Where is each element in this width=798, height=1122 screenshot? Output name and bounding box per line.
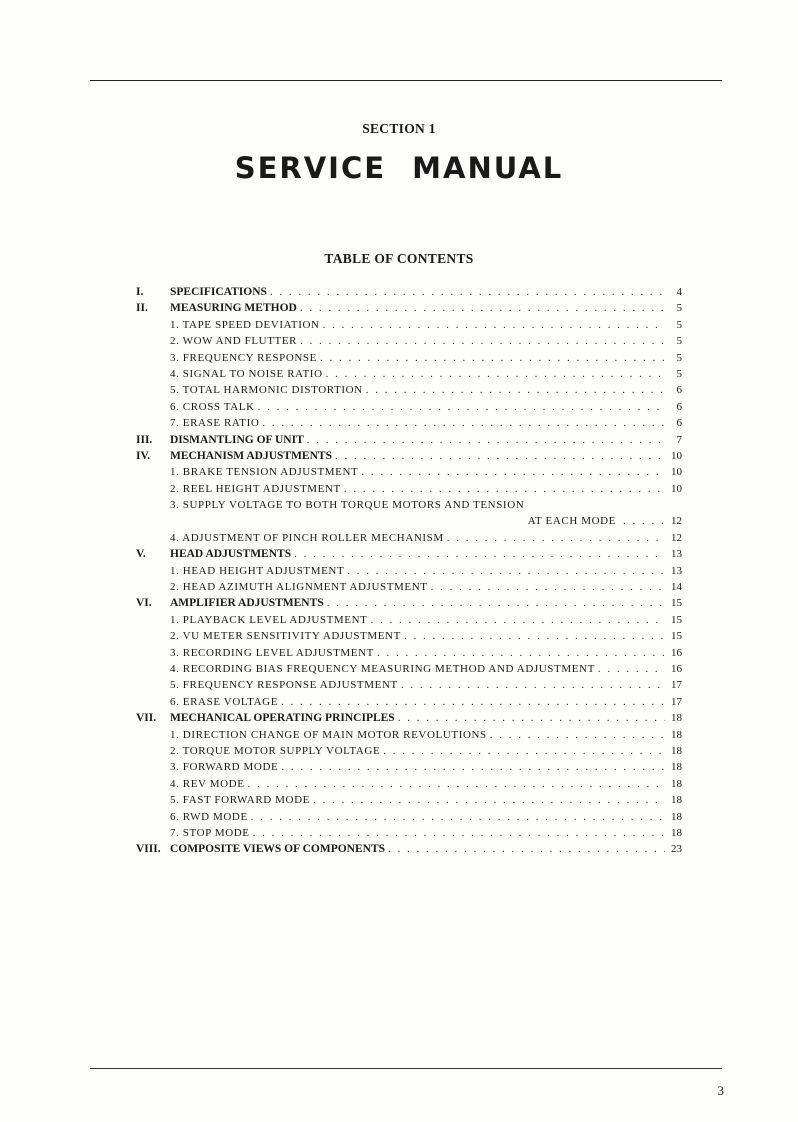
- toc-subentry-page: 5: [676, 318, 682, 331]
- dot-leader: [377, 645, 665, 661]
- toc-subentry-title: 1. BRAKE TENSION ADJUSTMENT: [170, 466, 359, 479]
- toc-subentry: [136, 530, 682, 546]
- dot-leader: [294, 546, 665, 562]
- toc-entry-page: 13: [671, 548, 682, 561]
- dot-leader: [598, 661, 665, 677]
- toc-subentry-title: 4. REV MODE: [170, 777, 245, 790]
- toc-subentry: [136, 628, 682, 644]
- toc-entry-number: IV.: [136, 449, 151, 462]
- toc-entry: [136, 595, 682, 611]
- dot-leader: [307, 432, 665, 448]
- toc-entry-page: 23: [671, 843, 682, 856]
- toc-subentry: [136, 694, 682, 710]
- toc-subentry: [136, 645, 682, 661]
- toc-subentry-title: 1. TAPE SPEED DEVIATION: [170, 318, 320, 331]
- dot-leader: [320, 350, 665, 366]
- toc-subentry-page: 18: [671, 777, 682, 790]
- toc-entry-title: MECHANICAL OPERATING PRINCIPLES: [170, 712, 395, 725]
- bottom-rule: [90, 1068, 722, 1069]
- toc-subentry-title: 6. CROSS TALK: [170, 400, 255, 413]
- toc-subentry: [136, 792, 682, 808]
- toc-subentry-page: 18: [671, 761, 682, 774]
- dot-leader: [344, 481, 665, 497]
- dot-leader: [248, 776, 665, 792]
- toc-subentry-page: 18: [671, 810, 682, 823]
- toc-subentry-page: 6: [676, 384, 682, 397]
- toc-entry-number: I.: [136, 286, 144, 298]
- toc-subentry: [136, 399, 682, 415]
- toc-subentry-title: 4. RECORDING BIAS FREQUENCY MEASURING METHOD AND ADJUSTMENT: [170, 662, 595, 675]
- toc-subentry-title: 5. FAST FORWARD MODE: [170, 794, 310, 807]
- toc-subentry: [136, 350, 682, 366]
- toc-entry-number: VIII.: [136, 843, 161, 856]
- toc-subentry: [136, 497, 682, 513]
- toc-subentry-page: 15: [671, 613, 682, 626]
- toc-subentry-title: 2. TORQUE MOTOR SUPPLY VOLTAGE: [170, 744, 381, 757]
- toc-subentry-title: 7. ERASE RATIO: [170, 417, 260, 430]
- toc-entry: [136, 546, 682, 562]
- toc-subentry-page: 10: [671, 466, 682, 479]
- dot-leader: [323, 317, 665, 333]
- toc-subentry: [136, 809, 682, 825]
- dot-leader: [623, 513, 665, 529]
- toc-subentry: [136, 366, 682, 382]
- toc-subentry: [136, 743, 682, 759]
- toc-subentry-title: 3. FORWARD MODE: [170, 761, 279, 774]
- toc-subentry-page: 12: [671, 515, 682, 528]
- toc-entry: [136, 448, 682, 464]
- dot-leader: [326, 366, 665, 382]
- toc-subentry-continuation: [136, 513, 682, 529]
- toc-subentry: [136, 579, 682, 595]
- dot-leader: [490, 727, 665, 743]
- dot-leader: [388, 841, 665, 857]
- toc-entry-title: MEASURING METHOD: [170, 302, 297, 315]
- toc-subentry: [136, 333, 682, 349]
- toc-entry-number: V.: [136, 548, 146, 561]
- dot-leader: [401, 677, 665, 693]
- dot-leader: [258, 399, 665, 415]
- toc-subentry-title: 5. TOTAL HARMONIC DISTORTION: [170, 384, 363, 397]
- toc-subentry-title: 3. FREQUENCY RESPONSE: [170, 351, 317, 364]
- toc-entry-title: DISMANTLING OF UNIT: [170, 433, 304, 446]
- toc-subentry-title: 3. RECORDING LEVEL ADJUSTMENT: [170, 646, 374, 659]
- toc-entry-page: 4: [676, 286, 682, 298]
- toc-entry-number: III.: [136, 433, 153, 446]
- toc-entry-title: AMPLIFIER ADJUSTMENTS: [170, 597, 324, 610]
- toc-subentry-page: 14: [671, 581, 682, 594]
- top-rule: [90, 80, 722, 81]
- toc-subentry-title: 4. SIGNAL TO NOISE RATIO: [170, 367, 323, 380]
- toc-subentry-page: 12: [671, 531, 682, 544]
- toc-entry: [136, 284, 682, 300]
- table-of-contents: [136, 284, 682, 858]
- toc-subentry-page: 6: [676, 417, 682, 430]
- dot-leader: [262, 415, 665, 431]
- toc-entry-page: 7: [676, 433, 682, 446]
- toc-subentry-page: 17: [671, 679, 682, 692]
- toc-title: TABLE OF CONTENTS: [324, 251, 474, 266]
- toc-subentry: [136, 464, 682, 480]
- toc-subentry: [136, 825, 682, 841]
- toc-subentry-page: 18: [671, 728, 682, 741]
- toc-subentry: [136, 382, 682, 398]
- toc-entry-page: 18: [671, 712, 682, 725]
- toc-subentry-page: 5: [676, 335, 682, 348]
- toc-subentry-page: 16: [671, 646, 682, 659]
- toc-subentry-title: 2. WOW AND FLUTTER: [170, 335, 298, 348]
- toc-entry-title: HEAD ADJUSTMENTS: [170, 548, 292, 561]
- toc-subentry-title: 2. VU METER SENSITIVITY ADJUSTMENT: [170, 630, 401, 643]
- toc-subentry-title: 3. SUPPLY VOLTAGE TO BOTH TORQUE MOTORS AND TENSION: [170, 499, 525, 512]
- dot-leader: [270, 284, 665, 300]
- toc-entry-page: 15: [671, 597, 682, 610]
- dot-leader: [327, 595, 665, 611]
- toc-subentry: [136, 563, 682, 579]
- toc-entry-number: II.: [136, 302, 148, 315]
- toc-entry-page: 10: [671, 449, 682, 462]
- manual-title: SERVICE MANUAL: [234, 151, 564, 185]
- dot-leader: [281, 694, 665, 710]
- toc-subentry-title: 1. HEAD HEIGHT ADJUSTMENT: [170, 564, 345, 577]
- toc-subentry-title: 5. FREQUENCY RESPONSE ADJUSTMENT: [170, 679, 398, 692]
- toc-subentry-title: 2. HEAD AZIMUTH ALIGNMENT ADJUSTMENT: [170, 581, 428, 594]
- dot-leader: [431, 579, 665, 595]
- page-number: 3: [717, 1083, 724, 1098]
- toc-entry-title: COMPOSITE VIEWS OF COMPONENTS: [170, 843, 386, 856]
- dot-leader: [335, 448, 665, 464]
- toc-subentry-page: 16: [671, 662, 682, 675]
- toc-subentry-page: 5: [676, 351, 682, 364]
- toc-entry: [136, 710, 682, 726]
- dot-leader: [361, 464, 665, 480]
- section-label: SECTION 1: [362, 121, 436, 136]
- toc-subentry: [136, 415, 682, 431]
- toc-subentry-page: 17: [671, 695, 682, 708]
- dot-leader: [383, 743, 665, 759]
- toc-subentry: [136, 776, 682, 792]
- dot-leader: [300, 333, 665, 349]
- dot-leader: [253, 825, 665, 841]
- toc-subentry-page: 18: [671, 794, 682, 807]
- toc-subentry-page: 18: [671, 744, 682, 757]
- dot-leader: [371, 612, 666, 628]
- dot-leader: [313, 792, 665, 808]
- toc-subentry-page: 6: [676, 400, 682, 413]
- toc-subentry-title: 1. DIRECTION CHANGE OF MAIN MOTOR REVOLUTIONS: [170, 728, 487, 741]
- toc-subentry-title: 6. ERASE VOLTAGE: [170, 695, 279, 708]
- toc-subentry: [136, 759, 682, 775]
- toc-subentry-continuation-text: AT EACH MODE: [527, 515, 616, 528]
- toc-subentry-page: 10: [671, 482, 682, 495]
- toc-subentry: [136, 677, 682, 693]
- toc-subentry-page: 13: [671, 564, 682, 577]
- dot-leader: [398, 710, 665, 726]
- toc-entry: [136, 300, 682, 316]
- toc-subentry-title: 2. REEL HEIGHT ADJUSTMENT: [170, 482, 341, 495]
- toc-entry-page: 5: [676, 302, 682, 315]
- toc-entry-title: MECHANISM ADJUSTMENTS: [170, 449, 332, 462]
- toc-subentry: [136, 481, 682, 497]
- dot-leader: [281, 759, 665, 775]
- toc-subentry-page: 15: [671, 630, 682, 643]
- dot-leader: [366, 382, 665, 398]
- toc-subentry: [136, 612, 682, 628]
- toc-subentry-page: 5: [676, 367, 682, 380]
- dot-leader: [404, 628, 665, 644]
- dot-leader: [251, 809, 665, 825]
- toc-subentry-page: 18: [671, 826, 682, 839]
- dot-leader: [447, 530, 665, 546]
- toc-entry-number: VI.: [136, 597, 152, 610]
- toc-subentry-title: 6. RWD MODE: [170, 810, 248, 823]
- dot-leader: [300, 300, 665, 316]
- toc-subentry-title: 7. STOP MODE: [170, 826, 250, 839]
- dot-leader: [347, 563, 665, 579]
- toc-entry-title: SPECIFICATIONS: [170, 286, 267, 298]
- toc-entry-number: VII.: [136, 712, 157, 725]
- toc-subentry: [136, 661, 682, 677]
- toc-subentry: [136, 317, 682, 333]
- toc-entry: [136, 841, 682, 857]
- toc-subentry: [136, 727, 682, 743]
- toc-entry: [136, 432, 682, 448]
- toc-subentry-title: 1. PLAYBACK LEVEL ADJUSTMENT: [170, 613, 368, 626]
- toc-subentry-title: 4. ADJUSTMENT OF PINCH ROLLER MECHANISM: [170, 531, 444, 544]
